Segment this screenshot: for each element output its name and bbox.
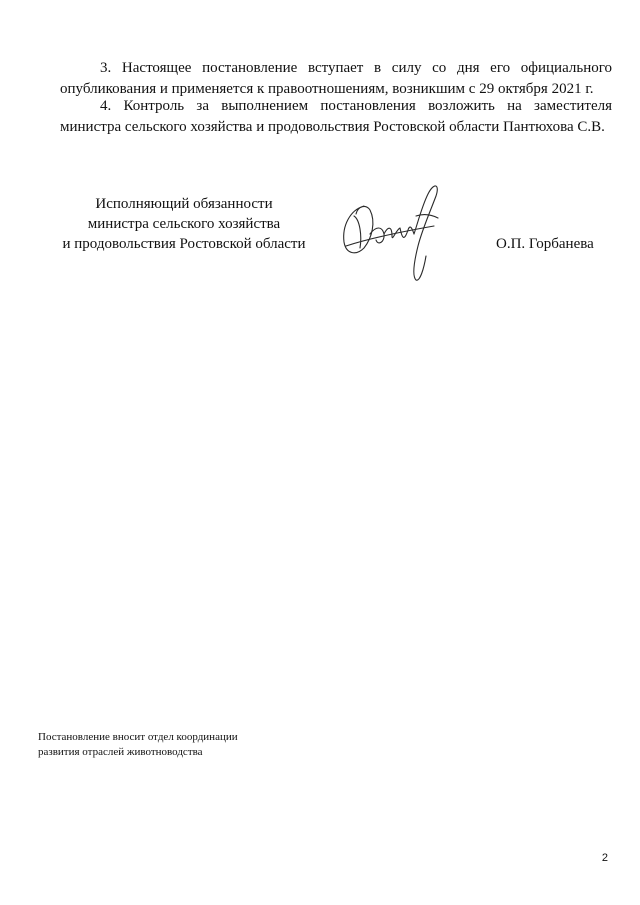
signer-name: О.П. Горбанева (496, 236, 594, 252)
signatory-title-line-2: министра сельского хозяйства (87, 216, 281, 232)
signatory-title (56, 194, 312, 254)
handwritten-signature (330, 176, 460, 286)
paragraph-4-text: 4. Контроль за выполнением постановления возложить на заместителя министра сельского хозяйства и продовольствия Ростовской области Пантюхова С.В. (60, 98, 612, 135)
paragraph-3-text: 3. Настоящее постановление вступает в силу со дня его официального опубликования и применяется к правоотношениям, возникшим с 29 октября 2021 г. (60, 60, 612, 97)
paragraph-4 (60, 96, 612, 138)
page-number: 2 (601, 852, 608, 864)
executor-note-line-1: Постановление вносит отдел координации (38, 731, 238, 743)
paragraph-3 (60, 58, 612, 100)
signatory-title-line-1: Исполняющий обязанности (95, 196, 273, 212)
executor-note-line-2: развития отраслей животноводства (38, 746, 203, 758)
executor-note (38, 730, 238, 760)
signatory-title-line-3: и продовольствия Ростовской области (62, 236, 306, 252)
